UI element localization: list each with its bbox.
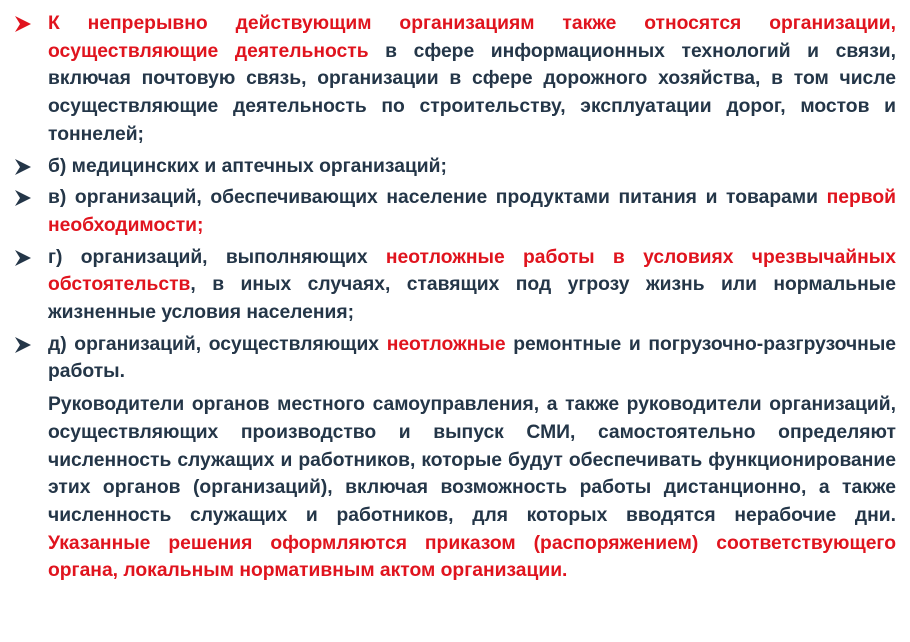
- list-item-continuous-organizations: [14, 10, 896, 149]
- item-text: , в иных случаях, ставящих под угрозу жизнь или нормальные жизненные условия населения;: [48, 274, 896, 324]
- list-item-repair-works: [14, 331, 896, 386]
- paragraph-text: Руководители органов местного самоуправления, а также руководители организаций, осуществляющих производство и выпуск СМИ, самостоятельно определяют численность служащих и работников, которые будут обеспечивать функционирование этих органов (организаций), включая возможность работы дистанционно, а также численность служащих и работников, для которых вводятся нерабочие дни.: [48, 394, 896, 526]
- item-text: в) организаций, обеспечивающих население продуктами питания и товарами: [48, 187, 827, 209]
- closing-paragraph: [14, 391, 896, 585]
- item-text: в сфере информационных технологий и связи, включая почтовую связь, организации в сфере дорожного хозяйства, в том числе осуществляющие деятельность по строительству, эксплуатации дорог, мостов и тоннелей;: [48, 40, 897, 145]
- slide-content: [14, 10, 896, 585]
- item-text-highlight: К непрерывно действующим организациям также относятся организации, осуществляющие деятельность: [48, 13, 896, 62]
- arrow-bullet-icon: [14, 335, 32, 355]
- item-text-highlight: первой необходимости;: [48, 187, 896, 236]
- list-item-medical: [14, 153, 896, 181]
- item-text-highlight: неотложные работы в условиях чрезвычайных обстоятельств: [48, 246, 896, 296]
- list-item-emergency-works: [14, 244, 896, 327]
- arrow-bullet-icon: [14, 188, 32, 208]
- item-text: б) медицинских и аптечных организаций;: [48, 155, 447, 177]
- item-text: г) организаций, выполняющих: [48, 246, 386, 268]
- list-item-food-supply: [14, 184, 896, 239]
- paragraph-text-highlight: Указанные решения оформляются приказом (распоряжением) соответствующего органа, локальным нормативным актом организации.: [48, 532, 896, 582]
- arrow-bullet-icon: [14, 157, 32, 177]
- item-text: д) организаций, осуществляющих: [48, 333, 387, 355]
- item-text: ремонтные и погрузочно-разгрузочные работы.: [48, 333, 897, 383]
- item-text-highlight: неотложные: [386, 333, 506, 355]
- arrow-bullet-icon: [14, 14, 32, 34]
- arrow-bullet-icon: [14, 248, 32, 268]
